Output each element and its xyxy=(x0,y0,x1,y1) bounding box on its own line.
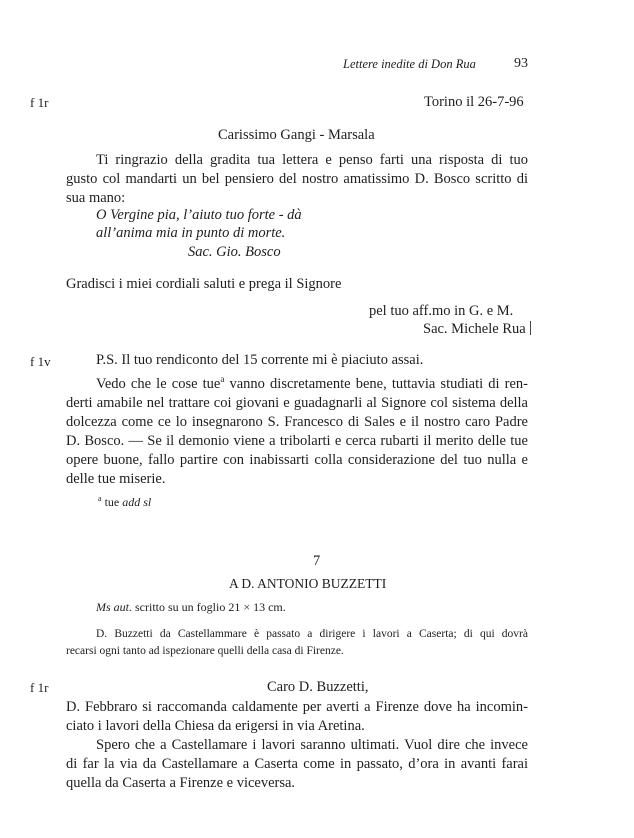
letter-salutation: Caro D. Buzzetti, xyxy=(267,679,369,695)
footnote-note: add sl xyxy=(122,495,152,509)
text-line: Vedo che le cose tue$^a$ vanno discretamente bene, tuttavia studiati di ren- xyxy=(96,374,528,392)
source-abbr: Ms aut. xyxy=(96,600,132,614)
letter-addressee: A D. ANTONIO BUZZETTI xyxy=(229,576,387,591)
text-line: D. Bosco. — Se il demonio viene a tribolarti e cercа rubarti il merito delle tue xyxy=(66,432,528,449)
letter-date: Torino il 26-7-96 xyxy=(424,94,524,110)
quote-signature: Sac. Gio. Bosco xyxy=(188,244,281,260)
text-line: dolcezza come ce lo insegnarono S. Francesco di Sales e il nostro caro Padre xyxy=(66,413,528,430)
text-line: gusto col mandarti un bel pensiero del nostro amatissimo D. Bosco scritto di xyxy=(66,171,528,187)
text-line: Ti ringrazio della gradita tua lettera e penso farti una risposta di tuo xyxy=(96,152,528,168)
footnote xyxy=(98,494,151,510)
letter-summary xyxy=(66,626,528,660)
letter-body xyxy=(66,698,528,793)
folio-marker: f 1r xyxy=(30,95,49,110)
page-break-mark xyxy=(530,321,531,335)
letter-signature xyxy=(423,320,531,339)
postscript xyxy=(66,351,528,489)
text-line: delle tue miserie. xyxy=(66,470,166,487)
text-line: Spero che a Castellamare i lavori saranno ultimati. Vuol dire che invece xyxy=(96,737,528,753)
text-line: sua mano: xyxy=(66,190,126,206)
page-number: 93 xyxy=(514,56,528,71)
running-title: Lettere inedite di Don Rua xyxy=(343,57,476,71)
folio-marker: f 1r xyxy=(30,680,49,695)
letter-number: 7 xyxy=(313,553,321,569)
quote-line: all’anima mia in punto di morte. xyxy=(96,225,286,241)
text-line: opere buone, fallo partire con inabissarti colla considerazione del tuo nulla e xyxy=(66,451,528,468)
text-line: di far la via da Castellamare a Caserta come in passato, d’ora in avanti farai xyxy=(66,756,528,772)
note-call: a xyxy=(220,374,225,384)
letter-salutation: Carissimo Gangi - Marsala xyxy=(218,127,375,143)
text-line: D. Buzzetti da Castellammare è passato a dirigere i lavori a Caserta; di qui dovrà xyxy=(96,628,528,640)
text-line: recarsi ogni tanto ad ispezionare quelli della casa di Firenze. xyxy=(66,645,344,657)
footnote-marker: a xyxy=(98,494,102,503)
letter-closing: pel tuo aff.mo in G. e M. xyxy=(369,303,514,319)
letter-greeting: Gradisci i miei cordiali saluti e prega il Signore xyxy=(66,276,342,292)
quote-line: O Vergine pia, l’aiuto tuo forte - dà xyxy=(96,207,302,223)
source-note xyxy=(96,600,286,615)
folio-marker: f 1v xyxy=(30,354,51,369)
source-detail: scritto su un foglio 21 × 13 cm. xyxy=(135,600,286,614)
text-line: ciato i lavori della Chiesa da erigersi in via Aretina. xyxy=(66,718,365,734)
text-line: P.S. Il tuo rendiconto del 15 corrente mi è piaciuto assai. xyxy=(96,352,424,368)
text-line: derti amabile nel trattare coi giovani e guadagnarli al Signore col sistema della xyxy=(66,394,528,411)
footnote-word: tue xyxy=(104,495,120,509)
signature-text: Sac. Michele Rua xyxy=(423,321,526,337)
text-line: quella da Caserta a Firenze e viceversa. xyxy=(66,775,296,791)
letter-body xyxy=(66,151,528,208)
text-line: D. Febbraro si raccomanda caldamente per averti a Firenze dove ha incomin- xyxy=(66,699,528,715)
